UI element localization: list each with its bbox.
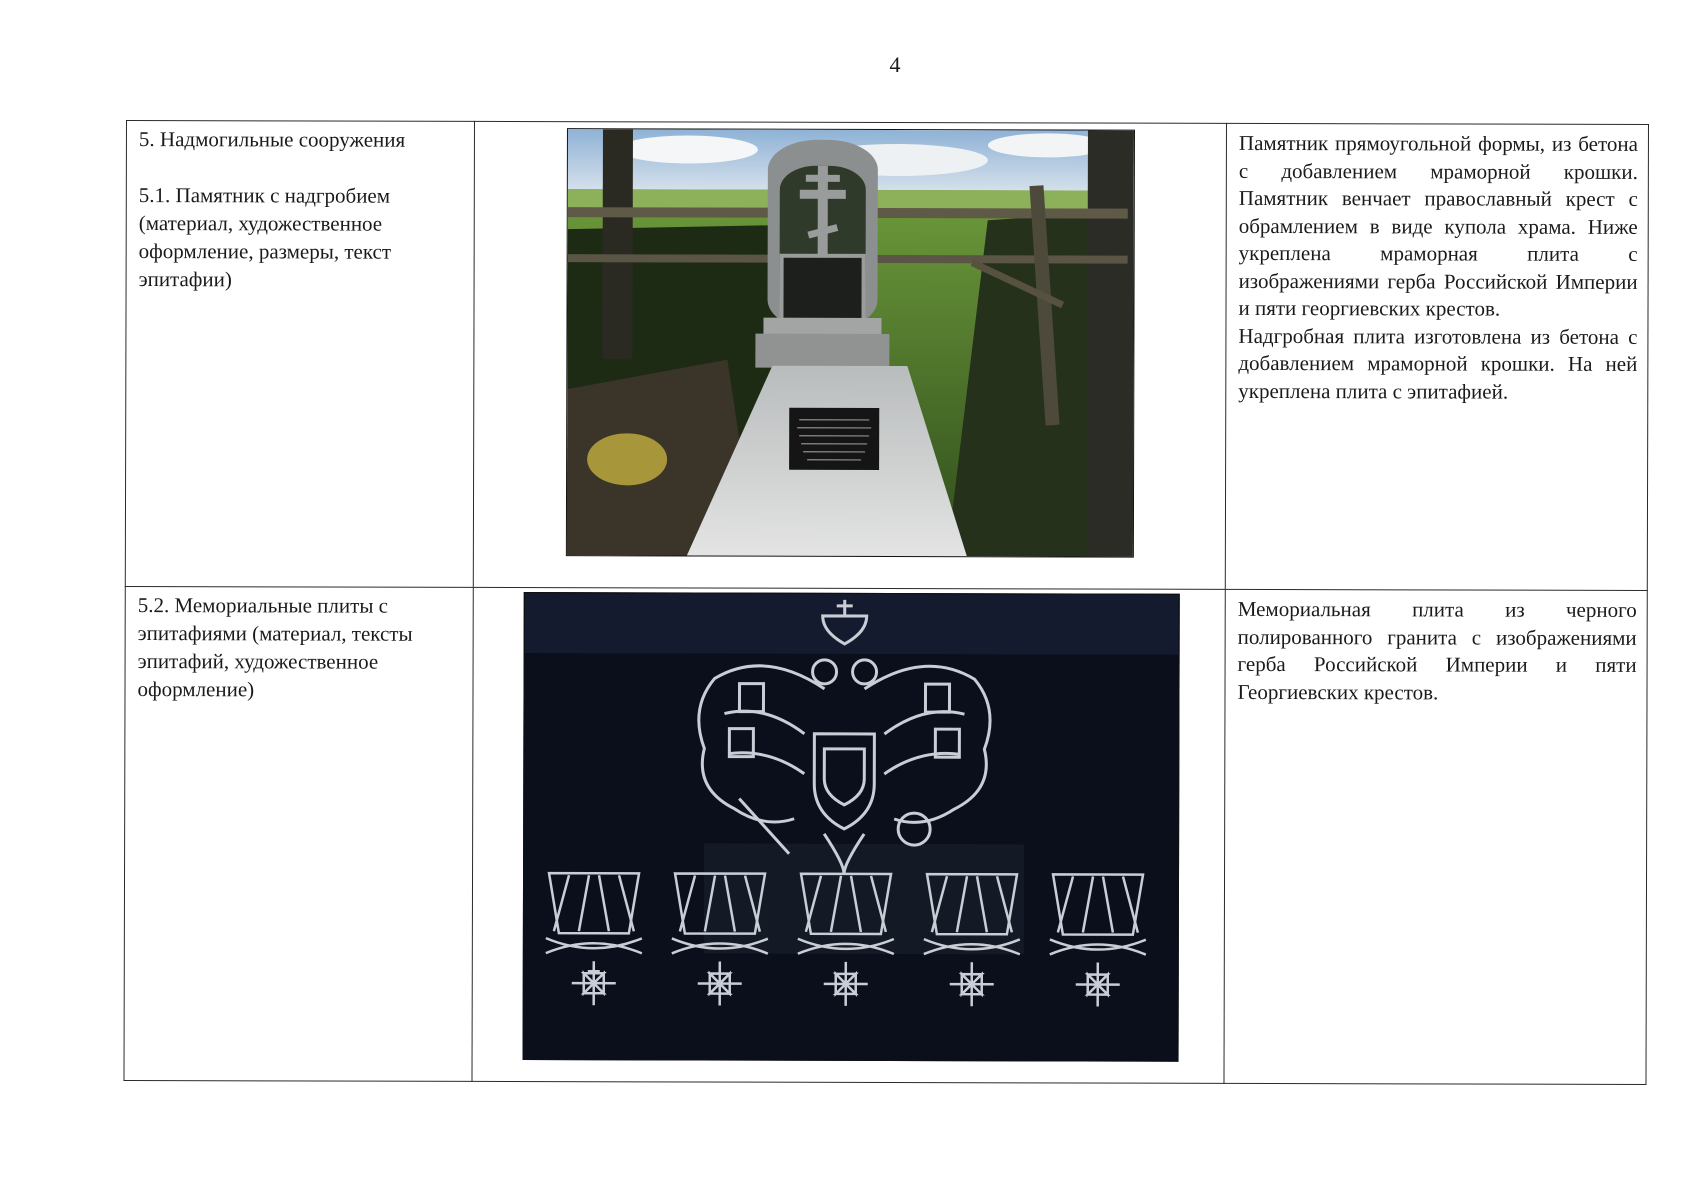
monument-table (123, 120, 1649, 1085)
row-label-cell (125, 121, 474, 588)
description-cell (1225, 123, 1648, 590)
description-text: Памятник прямоугольной формы, из бетона с добавлением мраморной крошки. Памятник венчает православный крест с обрамлением в виде купола храма. Ниже укреплена мраморная плита с изображениями герба Российской Империи и пяти георгиевских крестов. (1238, 130, 1638, 321)
row-label-cell (124, 586, 473, 1081)
description-text: Надгробная плита изготовлена из бетона с добавлением мраморной крошки. На ней укреплена плита с эпитафией. (1238, 323, 1638, 404)
table-row (125, 121, 1648, 591)
subsection-label: 5.2. Мемориальные плиты с эпитафиями (материал, тексты эпитафий, художественное оформление) (137, 593, 413, 702)
page-number: 4 (889, 52, 901, 77)
description-cell (1224, 589, 1647, 1084)
section-heading: 5. Надмогильные сооружения (138, 127, 406, 152)
subsection-label: 5.1. Памятник с надгробием (материал, художественное оформление, размеры, текст эпитафии) (138, 183, 392, 292)
description-text: Мемориальная плита из черного полированного гранита с изображениями герба Российской Империи и пяти Георгиевских крестов. (1237, 596, 1637, 704)
image-cell (473, 121, 1226, 589)
image-cell (472, 587, 1225, 1083)
grave-monument-photo (566, 128, 1135, 557)
memorial-plate-photo (523, 592, 1180, 1062)
table-row (124, 586, 1647, 1084)
